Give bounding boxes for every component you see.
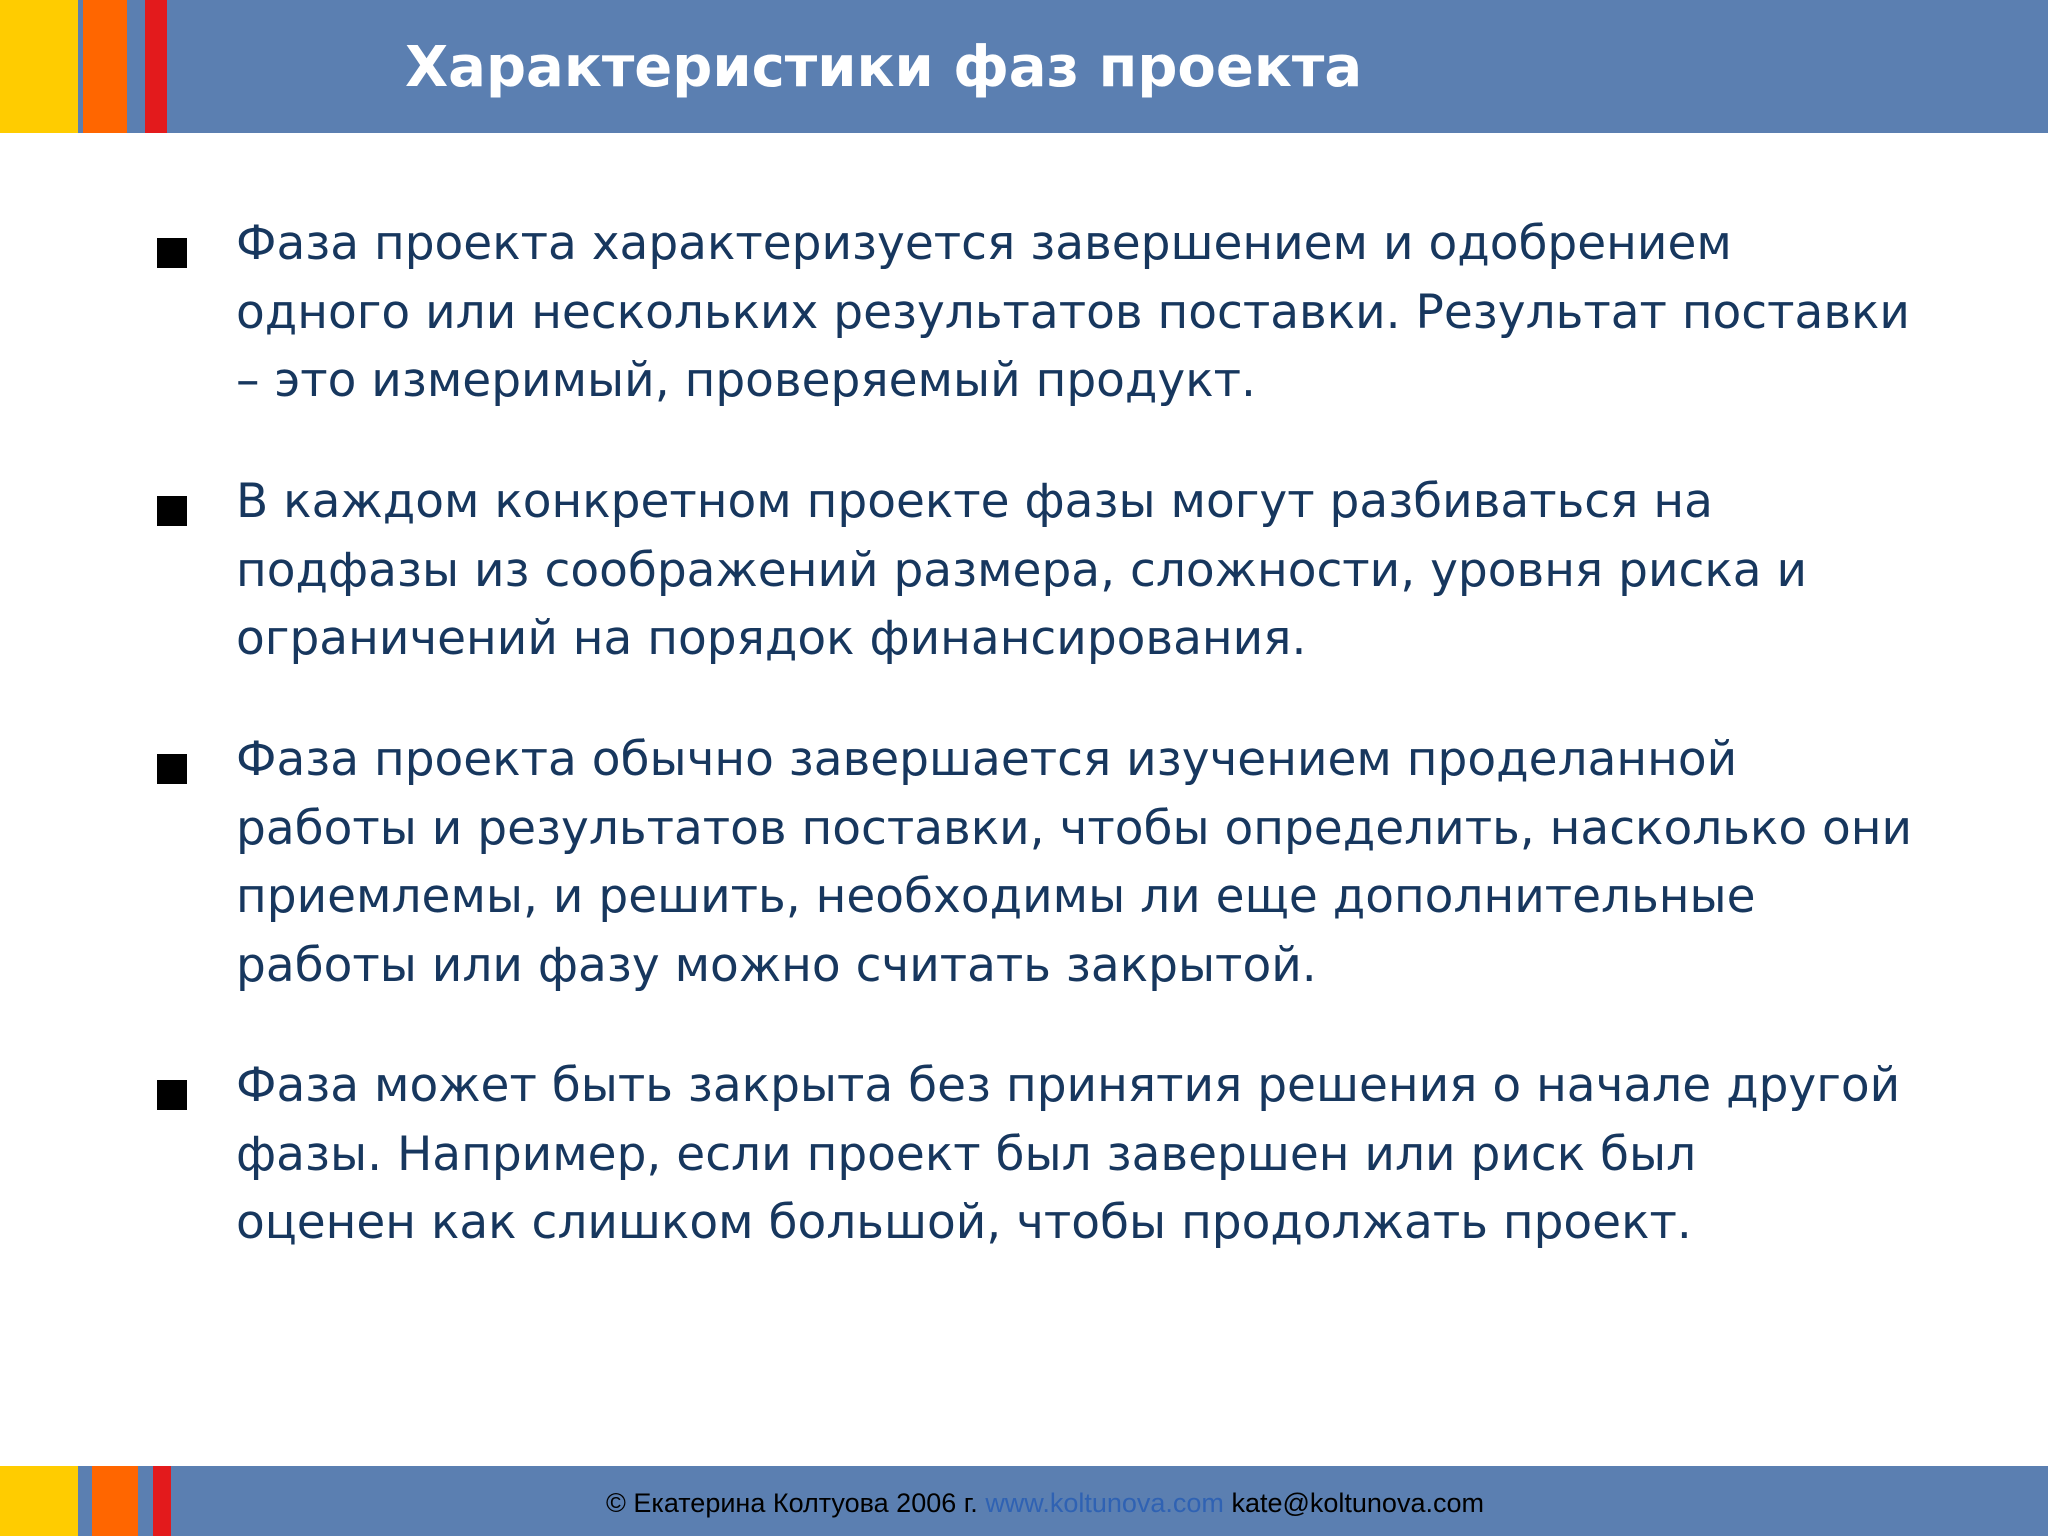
header-stripe-red (145, 0, 167, 133)
website-link[interactable]: www.koltunova.com (985, 1488, 1224, 1518)
bullet-text: В каждом конкретном проекте фазы могут разбиваться на подфазы из соображений размера, сложности, уровня риска и ограничений на порядок финансирования. (236, 474, 1808, 666)
header-stripe-yellow (0, 0, 78, 133)
bullet-square-icon (157, 754, 187, 784)
bullet-text: Фаза проекта обычно завершается изучением проделанной работы и результатов поставки, чтобы определить, насколько они приемлемы, и решить, необходимы ли еще дополнительные работы или фазу можно считать закрытой. (236, 732, 1913, 993)
bullet-square-icon (157, 1080, 187, 1110)
bullet-square-icon (157, 496, 187, 526)
footer-credits (0, 1486, 2048, 1520)
footer-copyright: © Екатерина Колтуова 2006 г. (606, 1488, 978, 1518)
bullet-square-icon (157, 238, 187, 268)
email-link[interactable]: kate@koltunova.com (1231, 1488, 1484, 1518)
bullet-text: Фаза проекта характеризуется завершением и одобрением одного или нескольких результатов поставки. Результат поставки – это измеримый, проверяемый продукт. (236, 216, 1910, 408)
page-title: Характеристики фаз проекта (405, 35, 1363, 100)
header-stripe-orange (83, 0, 127, 133)
bullet-text: Фаза может быть закрыта без принятия решения о начале другой фазы. Например, если проект был завершен или риск был оценен как слишком большой, чтобы продолжать проект. (236, 1058, 1901, 1250)
